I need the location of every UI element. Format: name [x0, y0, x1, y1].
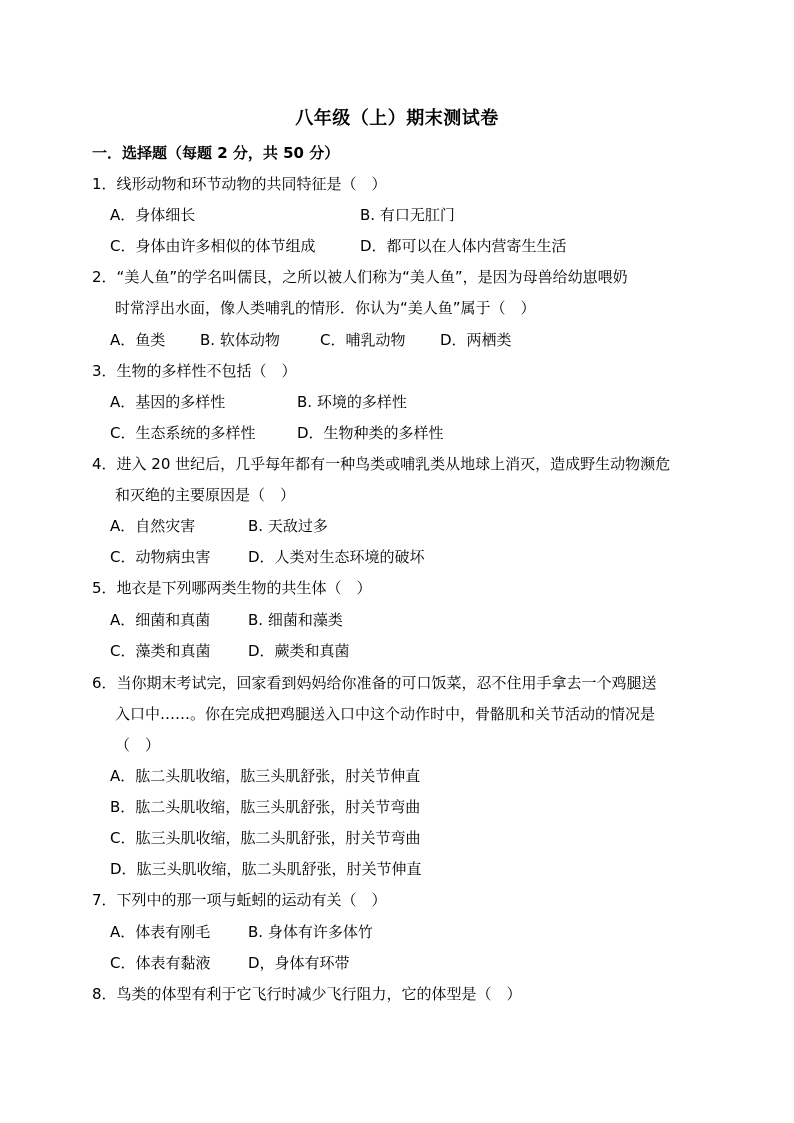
question-4-option-d: D．人类对生态环境的破坏 [248, 548, 425, 566]
question-6-option-c: C．肱三头肌收缩，肱二头肌舒张，肘关节弯曲 [110, 829, 421, 847]
question-3-option-d: D．生物种类的多样性 [297, 424, 444, 442]
question-3-stem: 3．生物的多样性不包括（ ） [92, 362, 297, 380]
question-5-option-b: B. 细菌和藻类 [248, 611, 343, 629]
question-3-option-b: B. 环境的多样性 [297, 393, 407, 411]
question-3-option-a: A．基因的多样性 [110, 393, 226, 411]
question-4-option-b: B. 天敌过多 [248, 517, 328, 535]
question-1-option-a: A．身体细长 [110, 206, 196, 224]
question-5-option-d: D．蕨类和真菌 [248, 642, 350, 660]
question-5-option-a: A．细菌和真菌 [110, 611, 211, 629]
question-6-stem-line-2: 入口中……。你在完成把鸡腿送入口中这个动作时中，骨骼肌和关节活动的情况是 [115, 705, 656, 723]
question-4-option-a: A．自然灾害 [110, 517, 196, 535]
question-1-stem: 1．线形动物和环节动物的共同特征是（ ） [92, 175, 387, 193]
question-2-stem-line-1: 2．“美人鱼”的学名叫儒艮，之所以被人们称为“美人鱼”，是因为母兽给幼崽喂奶 [92, 268, 628, 286]
question-1-option-d: D．都可以在人体内营寄生生活 [360, 237, 567, 255]
question-7-stem: 7．下列中的那一项与蚯蚓的运动有关（ ） [92, 891, 387, 909]
question-2-option-c: C．哺乳动物 [320, 331, 406, 349]
question-3-option-c: C．生态系统的多样性 [110, 424, 256, 442]
question-8-stem: 8．鸟类的体型有利于它飞行时减少飞行阻力，它的体型是（ ） [92, 985, 522, 1003]
question-2-option-b: B. 软体动物 [200, 331, 280, 349]
section-heading: 一．选择题（每题 2 分，共 50 分） [92, 144, 340, 162]
question-2-option-d: D．两栖类 [440, 331, 512, 349]
question-5-option-c: C．藻类和真菌 [110, 642, 211, 660]
exam-title: 八年级（上）期末测试卷 [295, 108, 499, 129]
question-6-stem-line-1: 6．当你期末考试完，回家看到妈妈给你准备的可口饭菜，忍不住用手拿去一个鸡腿送 [92, 674, 657, 692]
question-7-option-a: A．体表有刚毛 [110, 923, 211, 941]
question-2-option-a: A．鱼类 [110, 331, 166, 349]
question-5-stem: 5．地衣是下列哪两类生物的共生体（ ） [92, 579, 372, 597]
question-7-option-b: B. 身体有许多体竹 [248, 923, 373, 941]
question-4-option-c: C．动物病虫害 [110, 548, 211, 566]
question-4-stem-line-2: 和灭绝的主要原因是（ ） [115, 486, 296, 504]
question-6-option-b: B．肱二头肌收缩，肱三头肌舒张，肘关节弯曲 [110, 798, 421, 816]
question-7-option-c: C．体表有黏液 [110, 954, 211, 972]
question-6-option-d: D．肱三头肌收缩，肱二头肌舒张，肘关节伸直 [110, 860, 422, 878]
question-1-option-b: B. 有口无肛门 [360, 206, 455, 224]
question-7-option-d: D，身体有环带 [248, 954, 350, 972]
question-6-option-a: A．肱二头肌收缩，肱三头肌舒张，肘关节伸直 [110, 767, 421, 785]
question-6-stem-line-3: （ ） [115, 736, 161, 754]
question-1-option-c: C．身体由许多相似的体节组成 [110, 237, 316, 255]
question-4-stem-line-1: 4．进入 20 世纪后，几乎每年都有一种鸟类或哺乳类从地球上消灭，造成野生动物濒危 [92, 455, 671, 473]
question-2-stem-line-2: 时常浮出水面，像人类哺乳的情形．你认为“美人鱼”属于（ ） [115, 299, 536, 317]
